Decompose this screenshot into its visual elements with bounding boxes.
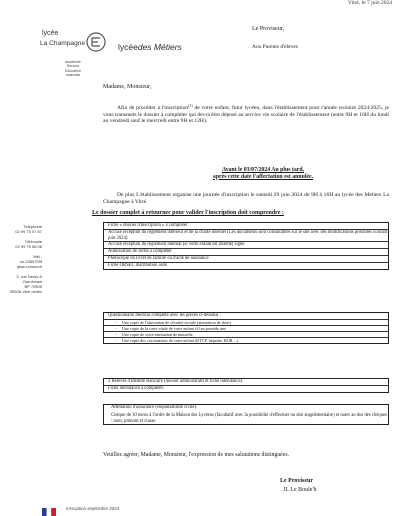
footer-note: Inscription septembre 2024	[66, 506, 119, 511]
letter-date: Vitré, le 7 juin 2024	[347, 0, 392, 6]
flag-icon	[42, 508, 56, 516]
sidebar-line: ce.0350709f	[19, 259, 42, 264]
deadline-line-2: après cette date l'affectation est annulée.	[212, 173, 314, 180]
sidebar-line: BP 70505	[24, 284, 42, 289]
lycee-des-metiers-logo	[118, 37, 182, 55]
logo-org-line: Éducation	[65, 68, 81, 73]
logo-academy	[58, 60, 88, 78]
sidebar-line: 2, rue Henry A	[16, 274, 42, 279]
signature-name: JL Le Boule'h	[283, 487, 317, 493]
checklist-item: Accusé réception du règlement intérieur et de la charte internet (Les documents sont consultables sur le site avec des modifications possibles courant juin 2024)	[104, 230, 388, 243]
intro-text-end: de votre enfant, futur lycéen, dans l'établissement pour l'année scolaire 2024/2025, je vous transmets le dossier à compléter qui devra être déposé au service vie scolaire de l'établissement (entre 9H et 16H du lundi au vendredi sauf le mercredi entre 9H et 12H).	[103, 105, 389, 125]
logo-school-name: La Champagne	[40, 40, 86, 47]
bank-item: Fiche intendance à compléter.	[108, 385, 164, 391]
logo-org-line: nationale	[65, 73, 81, 78]
insurance-box	[103, 404, 389, 425]
signature-title: Le Proviseur	[280, 478, 314, 484]
medical-title: Questionnaire médical complété avec les pièces ci-dessous :	[108, 313, 221, 318]
footnote-marker: (1)	[188, 104, 193, 108]
intro-text-start: Afin de procéder à l'inscription	[117, 105, 189, 111]
sender-title: Le Proviseur,	[252, 26, 285, 32]
republique-francaise-logo	[42, 503, 56, 511]
sidebar-line: Téléphone	[23, 224, 42, 229]
logo-org-line: Rennes	[66, 64, 80, 69]
checklist-item: Fiche « dossier d'inscription » à compléter	[104, 223, 388, 230]
logo-org-line: académie	[65, 60, 81, 64]
logo-lycee-text: lycée	[42, 30, 59, 37]
sidebar-line: Télécopie	[24, 239, 42, 244]
deadline-notice	[170, 167, 356, 180]
medical-item: - Une copie de la carte vitale de votre enfant s'il en possède une	[104, 325, 388, 331]
sidebar-line: 02 99 75 56 08	[15, 244, 42, 249]
closing-sentence: Veuillez agréer, Madame, Monsieur, l'expression de mes salutations distinguées.	[103, 452, 290, 458]
sidebar-line: Garnichaw	[22, 279, 42, 284]
checklist-item: Photocopie du livret de famille ou d'acte de naissance	[104, 256, 388, 263]
intro-paragraph	[103, 103, 389, 125]
checklist-item: Fiche ORSEC distribution iode	[108, 262, 167, 268]
checklist-item: Accusé réception du règlement internat (si votre enfant est interne) signé	[104, 242, 388, 249]
checklist-item: Autorisation de sortie à compléter	[104, 249, 388, 256]
registration-day-text: De plus L'établissement organise une journée d'inscription le samedi 29 juin 2024 de 9H à 16H au lycée des Métiers La Champagne à Vitré.	[103, 192, 389, 205]
lycee-des-metiers-prefix: lycée	[118, 42, 138, 52]
dossier-heading: Le dossier complet à retourner pour valider l'inscription doit comprendre :	[92, 210, 284, 216]
deadline-line-1: Avant le 03/07/2024 Au plus tard,	[221, 167, 305, 173]
sidebar-line: 02 99 75 07 67	[15, 229, 42, 234]
medical-item: - Une copie des vaccinations de votre enfant (DTCP, hépatite, ROR…)	[104, 337, 388, 343]
sidebar-line: @ac-rennes.fr	[16, 264, 42, 269]
medical-item: - Une copie de l'attestation de sécurité sociale (attestation de droit)	[104, 319, 388, 325]
registration-day-paragraph	[103, 192, 389, 205]
medical-questionnaire-box	[103, 312, 389, 344]
insurance-line: Attestation d'assurance (responsabilité civile).	[111, 405, 198, 410]
salutation: Madame, Monsieur,	[103, 84, 152, 90]
bank-documents-box	[103, 378, 389, 393]
recipient: Aux Parents d'élèves	[252, 44, 298, 50]
lycee-des-metiers-suffix: des Métiers	[137, 42, 182, 52]
contact-sidebar	[0, 224, 42, 294]
school-logo	[38, 30, 106, 78]
sidebar-line: 35506 Vitré cedex	[9, 289, 42, 294]
medical-item: - Une copie de votre attestation de mutuelle	[104, 331, 388, 337]
bank-item: 2 Relevés d'Identité Bancaire (dossier administratif et fiche intendance).	[104, 379, 388, 386]
cheque-line: Chèque de 10 euros à l'ordre de la Maison des Lycéens (facultatif avec la possibilité d'effectuer un don supplémentaire) et noter au dos des chèques : nom, prénom et classe.	[111, 412, 387, 424]
documents-checklist	[103, 222, 389, 270]
sidebar-line: Mél :	[33, 254, 42, 259]
